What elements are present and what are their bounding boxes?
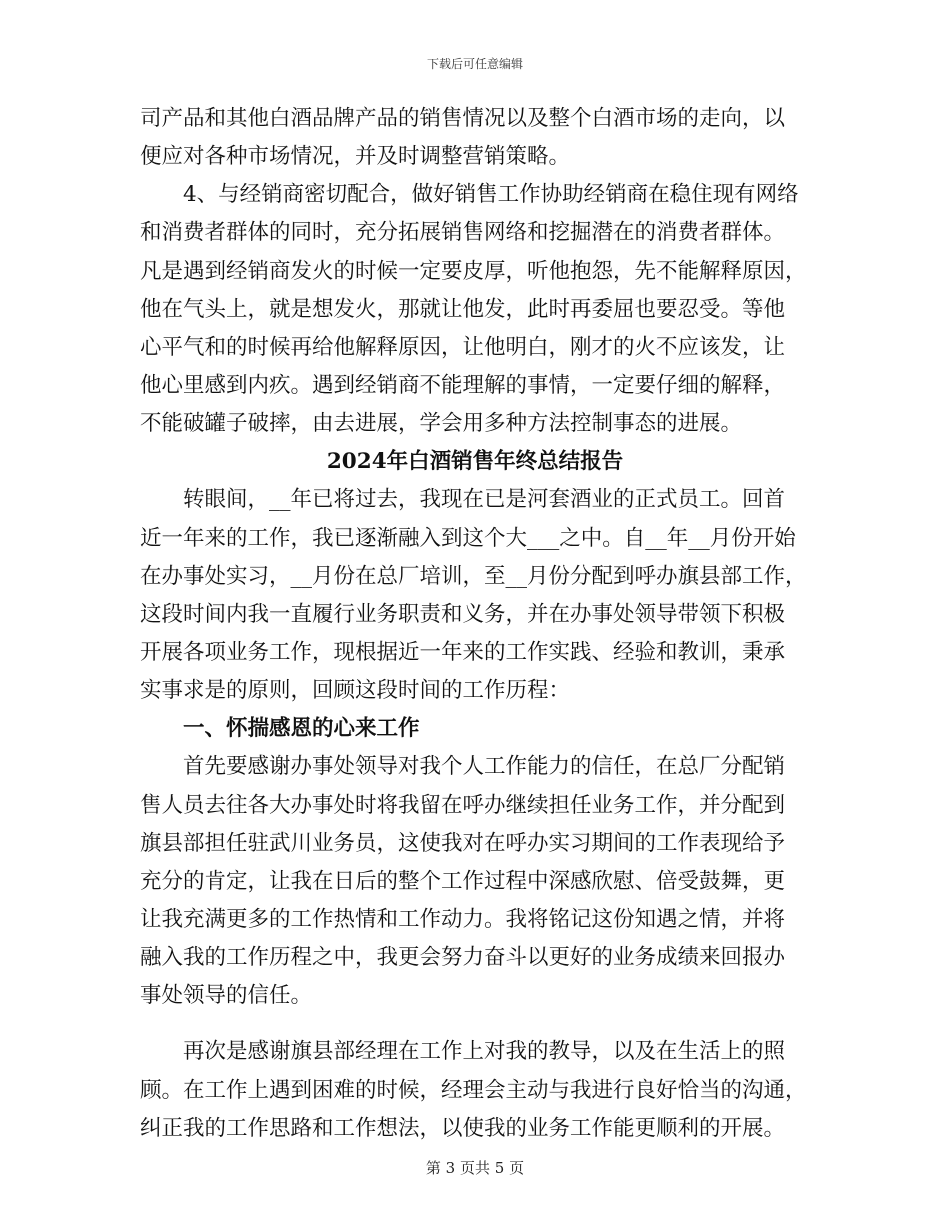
text-line: 充分的肯定，让我在日后的整个工作过程中深感欣慰、倍受鼓舞，更 [140, 868, 786, 894]
text-line: 和消费者群体的同时，充分拓展销售网络和挖掘潜在的消费者群体。 [140, 220, 786, 246]
paragraph-item-4 [140, 176, 810, 443]
paragraph-continued [140, 100, 810, 176]
paragraph-gap [140, 1015, 810, 1033]
text-line: 开展各项业务工作，现根据近一年来的工作实践、经验和教训，秉承 [140, 639, 786, 665]
text-line: 融入我的工作历程之中，我更会努力奋斗以更好的业务成绩来回报办 [140, 945, 786, 971]
text-line: 让我充满更多的工作热情和工作动力。我将铭记这份知遇之情，并将 [140, 906, 786, 932]
text-line: 在办事处实习，__月份在总厂培训，至__月份分配到呼办旗县部工作， [140, 563, 807, 589]
text-line: 心平气和的时候再给他解释原因，让他明白，刚才的火不应该发，让 [140, 334, 786, 360]
paragraph-gratitude-manager [140, 1033, 810, 1147]
text-line: 他在气头上，就是想发火，那就让他发，此时再委屈也要忍受。等他 [140, 296, 786, 322]
document-body [140, 100, 810, 1148]
text-line: 不能破罐子破摔，由去进展，学会用多种方法控制事态的进展。 [140, 411, 743, 437]
document-title: 2024年白酒销售年终总结报告 [326, 449, 624, 475]
text-line: 近一年来的工作，我已逐渐融入到这个大___之中。自__年__月份开始 [140, 525, 796, 551]
text-line: 转眼间，__年已将过去，我现在已是河套酒业的正式员工。回首 [183, 487, 786, 513]
text-line: 首先要感谢办事处领导对我个人工作能力的信任，在总厂分配销 [183, 754, 786, 780]
text-line: 纠正我的工作思路和工作想法，以使我的业务工作能更顺利的开展。 [140, 1115, 786, 1141]
text-line: 这段时间内我一直履行业务职责和义务，并在办事处领导带领下积极 [140, 601, 786, 627]
page-footer: 第 3 页共 5 页 [425, 1159, 525, 1177]
paragraph-gratitude-leaders [140, 748, 810, 1015]
text-line: 便应对各种市场情况，并及时调整营销策略。 [140, 144, 571, 170]
section-heading: 一、怀揣感恩的心来工作 [183, 716, 420, 742]
text-line: 他心里感到内疚。遇到经销商不能理解的事情，一定要仔细的解释， [140, 372, 786, 398]
text-line: 实事求是的原则，回顾这段时间的工作历程： [140, 678, 571, 704]
text-line: 凡是遇到经销商发火的时候一定要皮厚，听他抱怨，先不能解释原因， [140, 258, 807, 284]
text-line: 4、与经销商密切配合，做好销售工作协助经销商在稳住现有网络 [183, 182, 799, 208]
text-line: 旗县部担任驻武川业务员，这使我对在呼办实习期间的工作表现给予 [140, 830, 786, 856]
text-line: 再次是感谢旗县部经理在工作上对我的教导，以及在生活上的照 [183, 1039, 786, 1065]
page-header: 下载后可任意编辑 [426, 57, 523, 71]
paragraph-intro [140, 481, 810, 710]
text-line: 司产品和其他白酒品牌产品的销售情况以及整个白酒市场的走向，以 [140, 106, 786, 131]
text-line: 顾。在工作上遇到困难的时候，经理会主动与我进行良好恰当的沟通， [140, 1077, 807, 1103]
text-line: 售人员去往各大办事处时将我留在呼办继续担任业务工作，并分配到 [140, 792, 786, 818]
text-line: 事处领导的信任。 [140, 983, 313, 1009]
